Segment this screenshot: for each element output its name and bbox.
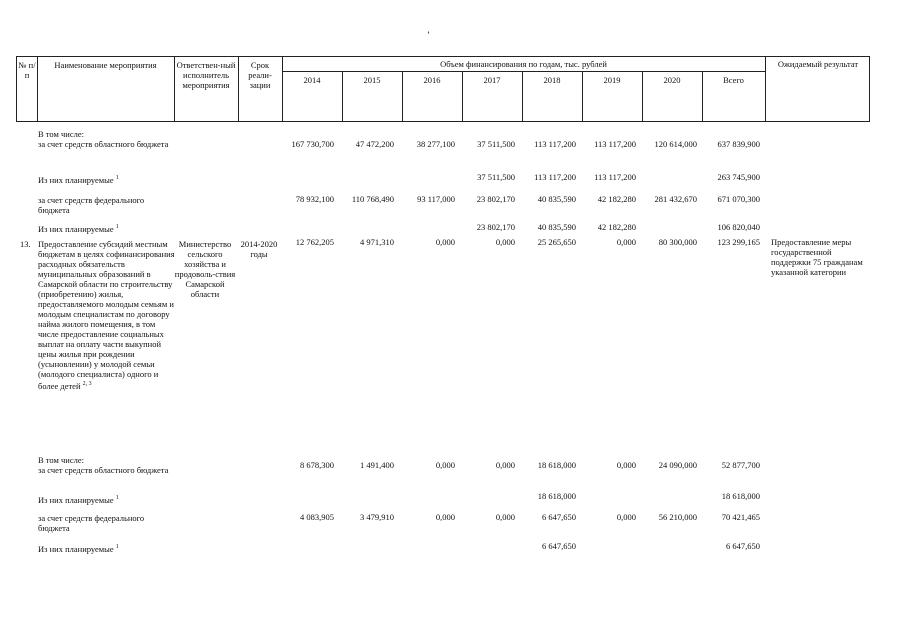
row-label: за счет средств федерального бюджета xyxy=(38,513,145,533)
value-cell: 42 182,280 xyxy=(597,194,636,204)
value-cell: 6 647,650 xyxy=(726,541,760,551)
value-cell: 37 511,500 xyxy=(477,172,515,182)
value-cell: 80 300,000 xyxy=(658,237,697,247)
header-executor: Ответствен-ный исполнитель мероприятия xyxy=(176,60,236,90)
value-cell: 18 618,000 xyxy=(537,491,576,501)
value-cell: 110 768,490 xyxy=(351,194,394,204)
value-cell: 0,000 xyxy=(495,460,515,470)
value-cell: 18 618,000 xyxy=(537,460,576,470)
header-funding: Объем финансирования по годам, тыс. рублей xyxy=(440,59,607,69)
header-year: 2018 xyxy=(543,75,561,85)
row-label: Из них планируемые $^1$ xyxy=(38,174,119,185)
value-cell: 40 835,590 xyxy=(537,194,576,204)
value-cell: 113 117,200 xyxy=(534,172,576,182)
value-cell: 0,000 xyxy=(435,512,455,522)
value-cell: 37 511,500 xyxy=(477,139,515,149)
value-cell: 70 421,465 xyxy=(721,512,760,522)
value-cell: 25 265,650 xyxy=(537,237,576,247)
header-year: 2019 xyxy=(603,75,621,85)
value-cell: 52 877,700 xyxy=(721,460,760,470)
value-cell: 0,000 xyxy=(616,512,636,522)
value-cell: 23 802,170 xyxy=(476,194,515,204)
value-cell: 8 678,300 xyxy=(300,460,334,470)
value-cell: 40 835,590 xyxy=(537,222,576,232)
value-cell: 38 277,100 xyxy=(416,139,455,149)
value-cell: 167 730,700 xyxy=(291,139,334,149)
value-cell: 113 117,200 xyxy=(594,139,636,149)
value-cell: 6 647,650 xyxy=(542,512,576,522)
value-cell: 23 802,170 xyxy=(476,222,515,232)
header-year: 2017 xyxy=(483,75,501,85)
value-cell: 6 647,650 xyxy=(542,541,576,551)
row-label: В том числе: за счет средств областного бюджета xyxy=(38,129,169,149)
page-mark: ʼ xyxy=(427,30,430,40)
row-label: Из них планируемые $^1$ xyxy=(38,223,119,234)
header-result: Ожидаемый результат xyxy=(777,59,859,69)
row-label: В том числе: за счет средств областного бюджета xyxy=(38,455,169,475)
header-year: 2015 xyxy=(363,75,381,85)
value-cell: 0,000 xyxy=(435,237,455,247)
value-cell: 637 839,900 xyxy=(717,139,760,149)
row-label: Из них планируемые $^1$ xyxy=(38,543,119,554)
value-cell: 4 083,905 xyxy=(300,512,334,522)
item-number: 13. xyxy=(20,239,31,249)
value-cell: 4 971,310 xyxy=(360,237,394,247)
value-cell: 1 491,400 xyxy=(360,460,394,470)
value-cell: 47 472,200 xyxy=(355,139,394,149)
item-term: 2014-2020 годы xyxy=(240,239,278,259)
row-label: за счет средств федерального бюджета xyxy=(38,195,145,215)
value-cell: 0,000 xyxy=(495,512,515,522)
value-cell: 24 090,000 xyxy=(658,460,697,470)
value-cell: 263 745,900 xyxy=(717,172,760,182)
value-cell: 78 932,100 xyxy=(295,194,334,204)
value-cell: 120 614,000 xyxy=(654,139,697,149)
header-year: 2014 xyxy=(303,75,321,85)
value-cell: 671 070,300 xyxy=(717,194,760,204)
value-cell: 0,000 xyxy=(616,460,636,470)
item-executor: Министерство сельского хозяйства и продоволь-ствия Самарской области xyxy=(174,239,236,299)
value-cell: 0,000 xyxy=(435,460,455,470)
table-header xyxy=(16,56,870,122)
header-name: Наименование мероприятия xyxy=(54,60,157,70)
value-cell: 113 117,200 xyxy=(594,172,636,182)
value-cell: 56 210,000 xyxy=(658,512,697,522)
item-result: Предоставление меры государственной поддержки 75 гражданам указанной категории xyxy=(771,237,863,277)
header-year: 2016 xyxy=(423,75,441,85)
value-cell: 12 762,205 xyxy=(295,237,334,247)
header-year-total: Всего xyxy=(723,75,744,85)
value-cell: 0,000 xyxy=(495,237,515,247)
item-name: Предоставление субсидий местным бюджетам в целях софинансирования расходных обязательств муниципальных образований в Самарской области по строительству (приобретению) жилья, предоставляемого молодым семьям и молодым специалистам по договору найма жилого помещения, в том числе предоставление социальных выплат на оплату части выкупной цены жилья при рождении (усыновлении) у молодой семьи (молодого специалиста) одного и более детей $^{2, 3}$ xyxy=(38,239,175,391)
header-term: Срок реали-зации xyxy=(248,60,272,90)
value-cell: 93 117,000 xyxy=(417,194,455,204)
header-num: № п/п xyxy=(18,60,36,80)
value-cell: 3 479,910 xyxy=(360,512,394,522)
header-year: 2020 xyxy=(663,75,681,85)
value-cell: 123 299,165 xyxy=(717,237,760,247)
value-cell: 106 820,040 xyxy=(717,222,760,232)
value-cell: 42 182,280 xyxy=(597,222,636,232)
row-label: Из них планируемые $^1$ xyxy=(38,494,119,505)
value-cell: 113 117,200 xyxy=(534,139,576,149)
value-cell: 281 432,670 xyxy=(654,194,697,204)
value-cell: 18 618,000 xyxy=(721,491,760,501)
value-cell: 0,000 xyxy=(616,237,636,247)
